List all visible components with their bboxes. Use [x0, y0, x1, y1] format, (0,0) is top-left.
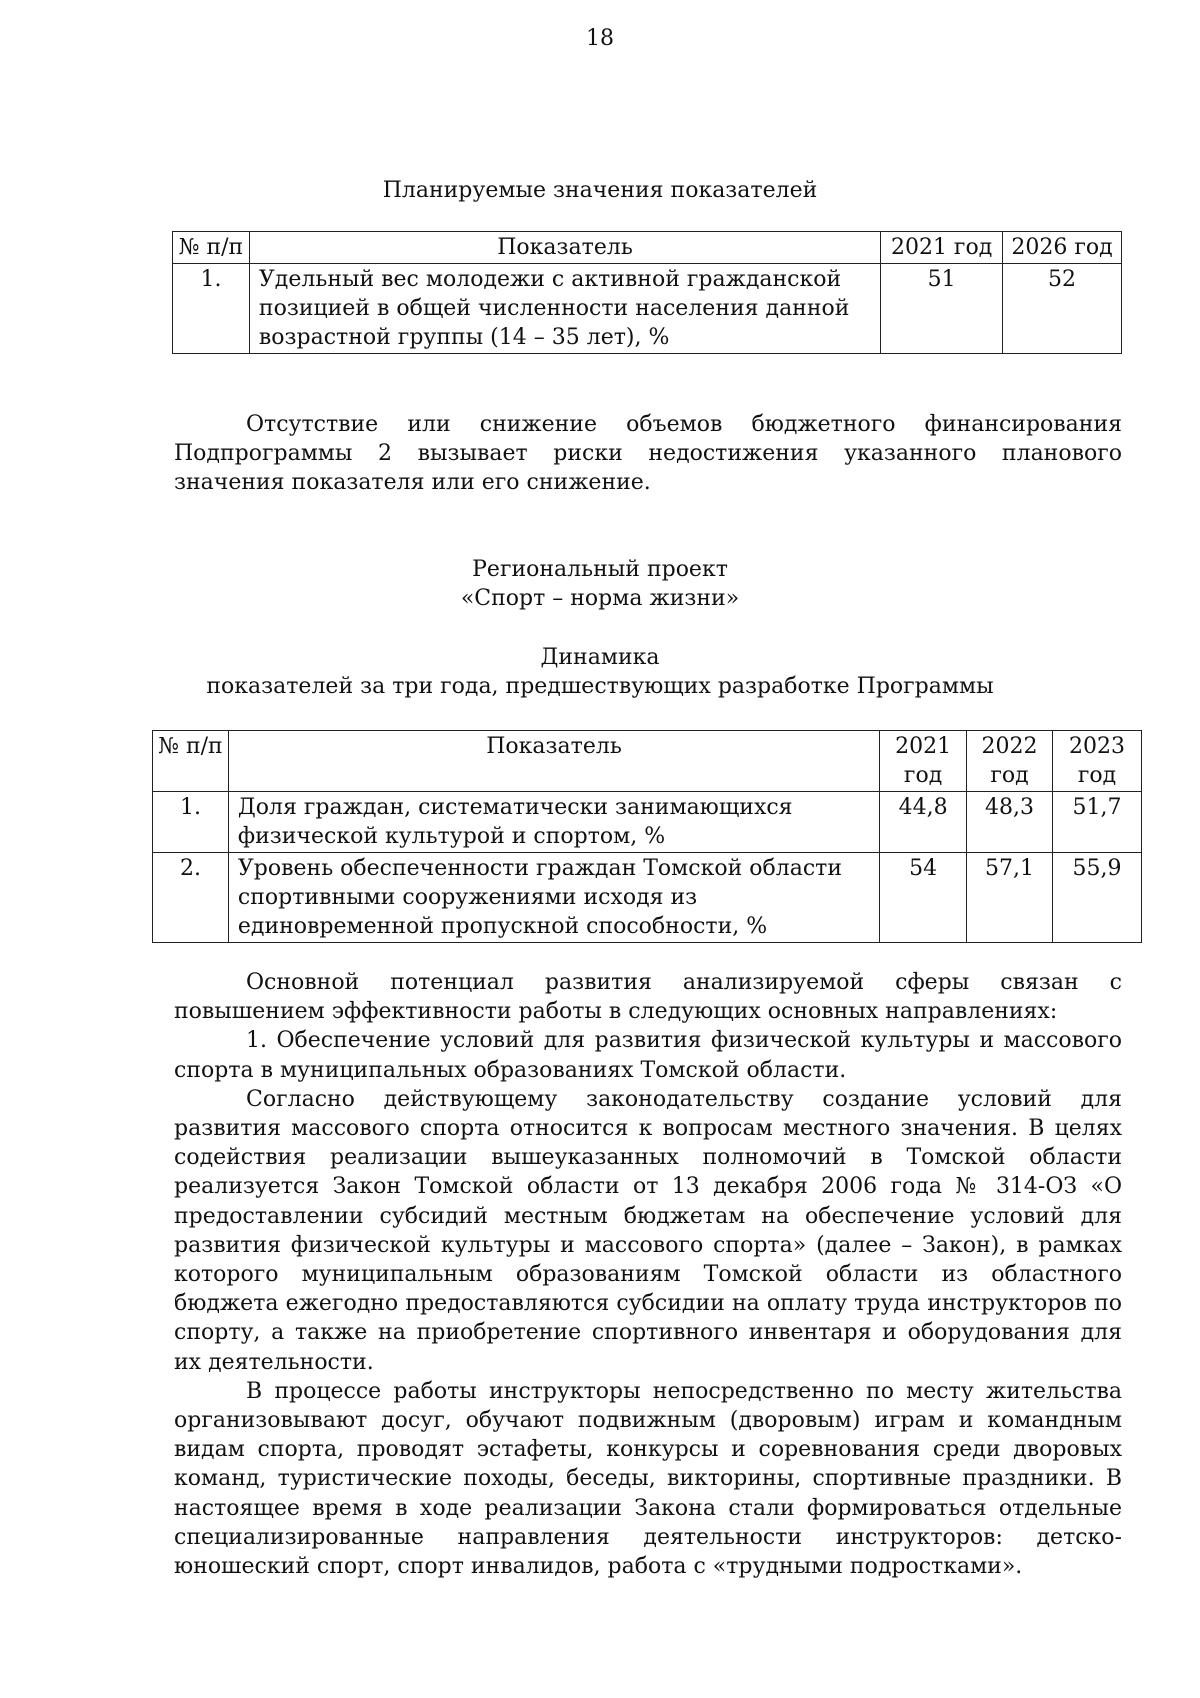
col-header-num: № п/п [153, 731, 229, 792]
row-value-2023: 51,7 [1053, 792, 1142, 853]
dynamics-title-line2: показателей за три года, предшествующих разработке Программы [206, 674, 994, 699]
table-row [153, 853, 1142, 943]
row-indicator: Удельный вес молодежи с активной гражданской позицией в общей численности населения данной возрастной группы (14 – 35 лет), % [249, 264, 880, 354]
body-paragraph: 1. Обеспечение условий для развития физической культуры и массового спорта в муниципальных образованиях Томской области. [174, 1028, 1122, 1083]
col-header-indicator: Показатель [228, 731, 879, 792]
row-value-2022: 48,3 [967, 792, 1053, 853]
body-paragraph: В процессе работы инструкторы непосредственно по месту жительства организовывают досуг, обучают подвижным (дворовым) играм и командным видам спорта, проводят эстафеты, конкурсы и соревнования среди дворовых команд, туристические походы, беседы, викторины, спортивные праздники. В настоящее время в ходе реализации Закона стали формироваться отдельные специализированные направления деятельности инструкторов: детско-юношеский спорт, спорт инвалидов, работа с «трудными подростками». [174, 1378, 1122, 1580]
table-row [173, 264, 1122, 354]
row-value-2021: 54 [880, 853, 967, 943]
row-indicator: Уровень обеспеченности граждан Томской области спортивными сооружениями исходя из единовременной пропускной способности, % [228, 853, 879, 943]
row-value-2026: 52 [1003, 264, 1122, 354]
col-header-2022: 2022 год [967, 731, 1053, 792]
table-header-row [173, 232, 1122, 264]
col-header-2026: 2026 год [1003, 232, 1122, 264]
col-header-2021: 2021 год [880, 731, 967, 792]
row-num: 1. [173, 264, 250, 354]
project-title-line1: Региональный проект [472, 557, 728, 582]
section1-title: Планируемые значения показателей [382, 178, 818, 203]
body-text [174, 968, 1122, 1581]
dynamics-title-line1: Динамика [540, 645, 660, 670]
body-paragraph: Согласно действующему законодательству создание условий для развития массового спорта относится к вопросам местного значения. В целях содействия реализации вышеуказанных полномочий в Томской области реализуется Закон Томской области от 13 декабря 2006 года № 314-ОЗ «О предоставлении субсидий местным бюджетам на обеспечение условий для развития физической культуры и массового спорта» (далее – Закон), в рамках которого муниципальным образованиям Томской области из областного бюджета ежегодно предоставляются субсидии на оплату труда инструкторов по спорту, а также на приобретение спортивного инвентаря и оборудования для их деятельности. [174, 1086, 1122, 1375]
project-title-line2: «Спорт – норма жизни» [460, 586, 740, 611]
page-number: 18 [586, 26, 614, 51]
table-header-row [153, 731, 1142, 792]
col-header-num: № п/п [173, 232, 250, 264]
row-indicator: Доля граждан, систематически занимающихся физической культурой и спортом, % [228, 792, 879, 853]
body-paragraph: Основной потенциал развития анализируемой сферы связан с повышением эффективности работы в следующих основных направлениях: [174, 970, 1122, 1025]
row-num: 2. [153, 853, 229, 943]
col-header-indicator: Показатель [249, 232, 880, 264]
dynamics-table [152, 730, 1142, 943]
table-row [153, 792, 1142, 853]
col-header-2023: 2023 год [1053, 731, 1142, 792]
row-value-2021: 44,8 [880, 792, 967, 853]
row-value-2022: 57,1 [967, 853, 1053, 943]
col-header-2021: 2021 год [881, 232, 1003, 264]
row-num: 1. [153, 792, 229, 853]
row-value-2021: 51 [881, 264, 1003, 354]
funding-risk-paragraph: Отсутствие или снижение объемов бюджетного финансирования Подпрограммы 2 вызывает риски недостижения указанного планового значения показателя или его снижение. [174, 412, 1122, 496]
planned-values-table [172, 231, 1122, 354]
row-value-2023: 55,9 [1053, 853, 1142, 943]
